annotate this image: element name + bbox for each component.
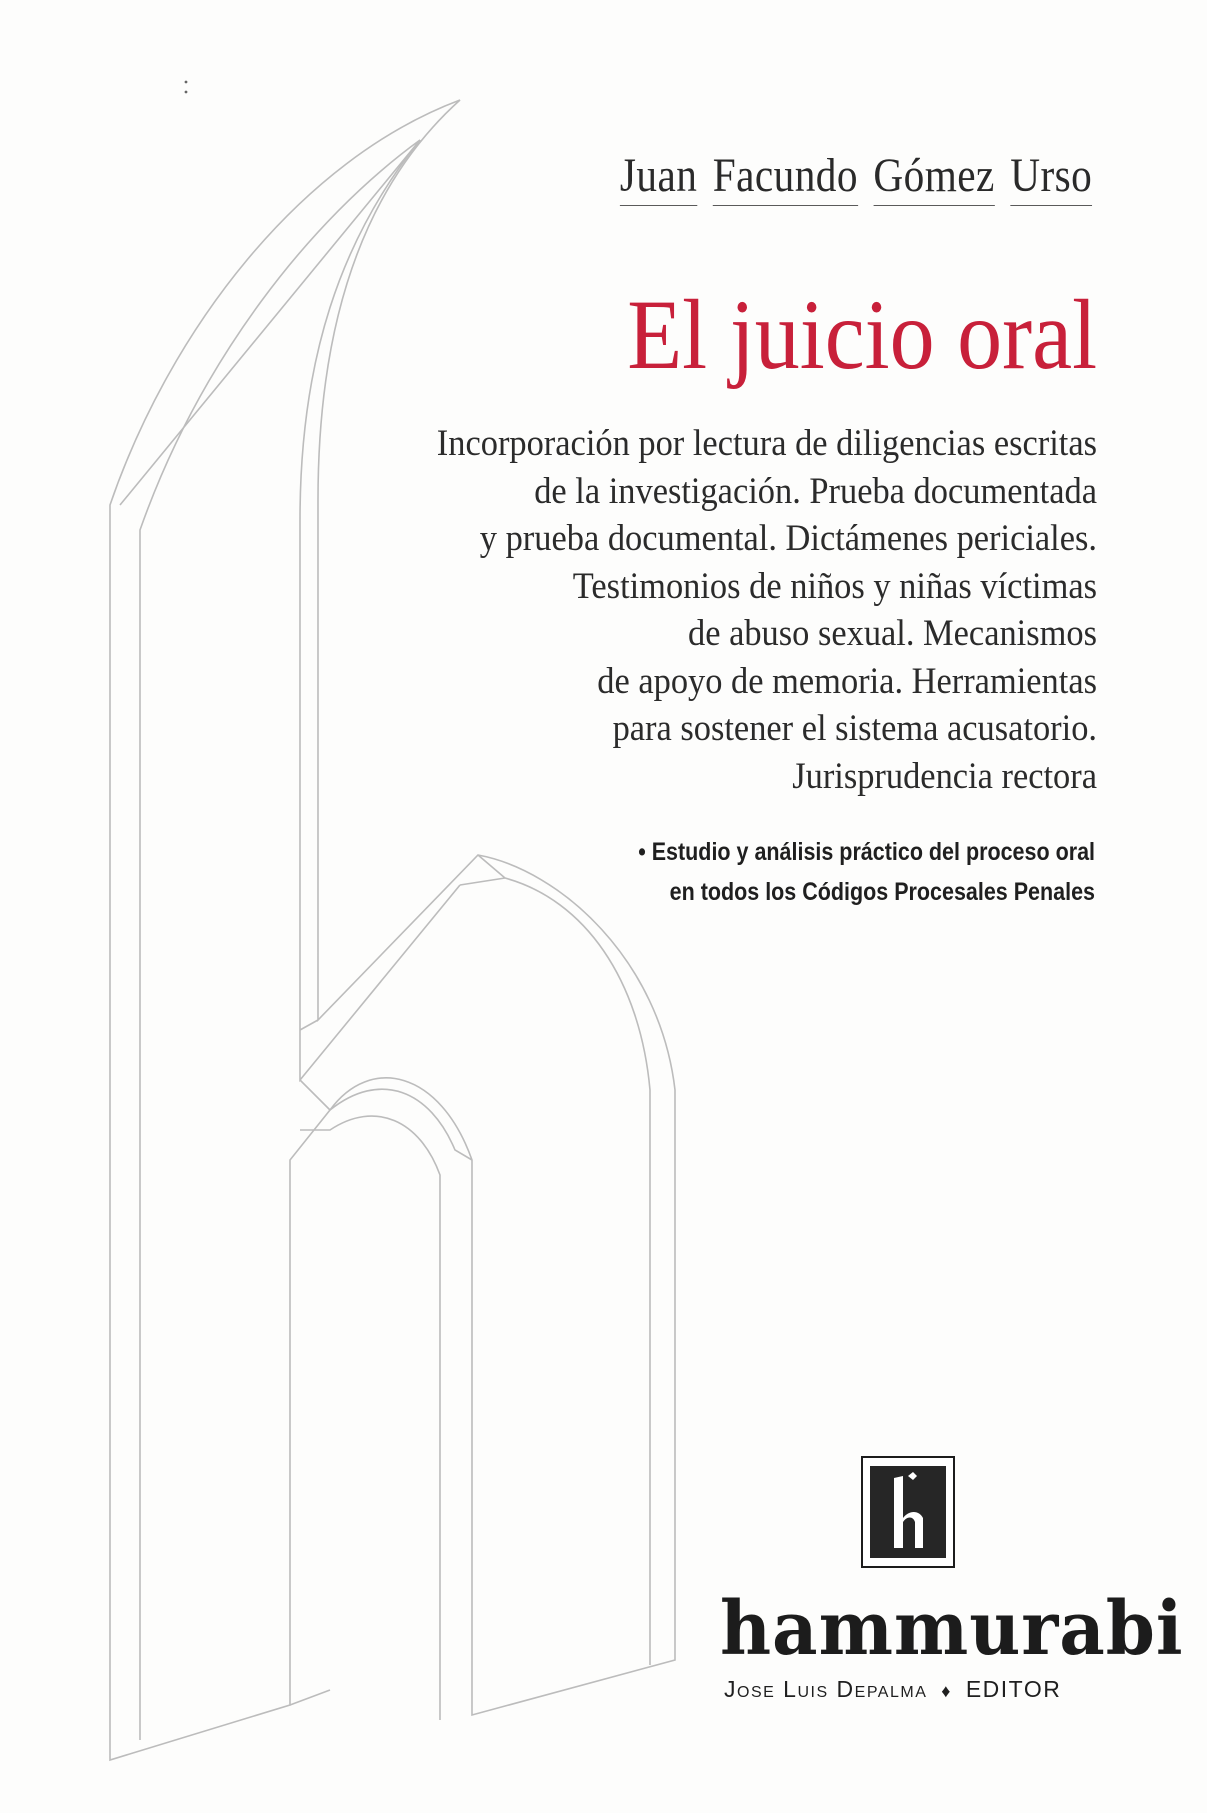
editor-name: Jose Luis Depalma <box>724 1676 928 1702</box>
bullet-line: en todos los Códigos Procesales Penales <box>669 878 1095 906</box>
subtitle-line: Testimonios de niños y niñas víctimas <box>572 565 1097 607</box>
publisher-editor-line <box>724 1676 1061 1703</box>
feature-bullet <box>535 832 1095 912</box>
editor-role: EDITOR <box>965 1676 1062 1702</box>
author-word-2: Facundo <box>713 150 858 206</box>
subtitle-line: Incorporación por lectura de diligencias escritas <box>436 423 1097 464</box>
subtitle-line: de abuso sexual. Mecanismos <box>687 613 1097 654</box>
subtitle-line: de la investigación. Prueba documentada <box>534 470 1097 512</box>
author-name <box>620 150 1092 206</box>
book-title: El juicio oral <box>627 279 1097 390</box>
diamond-separator-icon: ♦ <box>941 1681 952 1701</box>
subtitle-line: para sostener el sistema acusatorio. <box>612 708 1097 749</box>
hammurabi-h-logo-icon <box>861 1456 955 1568</box>
author-word-4: Urso <box>1010 150 1092 206</box>
author-word-3: Gómez <box>873 150 994 206</box>
subtitle-line: Jurisprudencia rectora <box>792 755 1097 797</box>
subtitle-line: y prueba documental. Dictámenes periciales. <box>479 518 1097 559</box>
bullet-line: • Estudio y análisis práctico del proceso oral <box>638 838 1095 866</box>
author-word-1: Juan <box>620 150 697 206</box>
book-subtitle <box>337 420 1097 800</box>
publisher-brand: hammurabi <box>720 1586 1184 1672</box>
subtitle-line: de apoyo de memoria. Herramientas <box>597 660 1097 702</box>
